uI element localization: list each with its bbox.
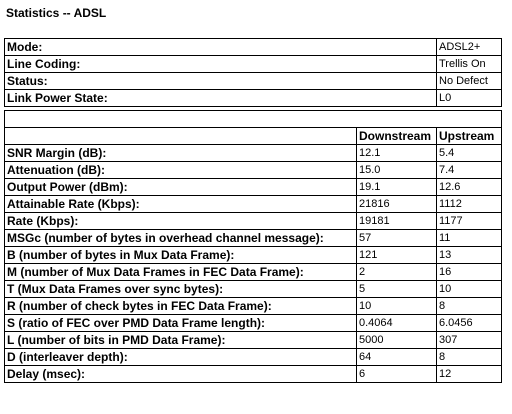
stat-upstream: 6.0456 xyxy=(437,315,502,332)
info-value: No Defect xyxy=(437,73,502,90)
adsl-stats-table xyxy=(4,110,502,383)
stats-row-l xyxy=(5,332,502,349)
header-empty-cell xyxy=(5,128,357,145)
line-info-table xyxy=(4,38,502,107)
stat-upstream: 16 xyxy=(437,264,502,281)
stat-upstream: 12 xyxy=(437,366,502,383)
stats-row-attainable-rate xyxy=(5,196,502,213)
stat-label: Attenuation (dB): xyxy=(5,162,357,179)
stat-upstream: 5.4 xyxy=(437,145,502,162)
stat-label: R (number of check bytes in FEC Data Frame): xyxy=(5,298,357,315)
stats-row-rate xyxy=(5,213,502,230)
stat-upstream: 1112 xyxy=(437,196,502,213)
stat-label: MSGc (number of bytes in overhead channel message): xyxy=(5,230,357,247)
stats-row-output-power xyxy=(5,179,502,196)
stat-downstream: 121 xyxy=(357,247,437,264)
stat-label: T (Mux Data Frames over sync bytes): xyxy=(5,281,357,298)
stat-upstream: 11 xyxy=(437,230,502,247)
stat-label: Attainable Rate (Kbps): xyxy=(5,196,357,213)
stat-downstream: 19181 xyxy=(357,213,437,230)
stats-row-delay xyxy=(5,366,502,383)
info-value: ADSL2+ xyxy=(437,39,502,56)
stat-label: SNR Margin (dB): xyxy=(5,145,357,162)
info-row-line-coding xyxy=(5,56,502,73)
stat-downstream: 57 xyxy=(357,230,437,247)
stat-label: Rate (Kbps): xyxy=(5,213,357,230)
stat-downstream: 2 xyxy=(357,264,437,281)
stat-label: Output Power (dBm): xyxy=(5,179,357,196)
stat-downstream: 12.1 xyxy=(357,145,437,162)
stat-label: B (number of bytes in Mux Data Frame): xyxy=(5,247,357,264)
blank-cell xyxy=(5,111,502,128)
stat-upstream: 8 xyxy=(437,349,502,366)
page-title: Statistics -- ADSL xyxy=(6,6,107,20)
stat-upstream: 307 xyxy=(437,332,502,349)
stat-downstream: 6 xyxy=(357,366,437,383)
stat-upstream: 10 xyxy=(437,281,502,298)
stats-row-attenuation xyxy=(5,162,502,179)
info-label: Link Power State: xyxy=(5,90,437,107)
header-row xyxy=(5,128,502,145)
stat-downstream: 64 xyxy=(357,349,437,366)
blank-row xyxy=(5,111,502,128)
stat-label: D (interleaver depth): xyxy=(5,349,357,366)
stat-downstream: 5 xyxy=(357,281,437,298)
stat-downstream: 0.4064 xyxy=(357,315,437,332)
info-value: L0 xyxy=(437,90,502,107)
info-row-status xyxy=(5,73,502,90)
stat-upstream: 1177 xyxy=(437,213,502,230)
info-label: Status: xyxy=(5,73,437,90)
stat-label: Delay (msec): xyxy=(5,366,357,383)
header-downstream: Downstream xyxy=(357,128,437,145)
info-row-link-power-state xyxy=(5,90,502,107)
info-label: Mode: xyxy=(5,39,437,56)
stats-row-b xyxy=(5,247,502,264)
stats-row-d xyxy=(5,349,502,366)
header-upstream: Upstream xyxy=(437,128,502,145)
info-value: Trellis On xyxy=(437,56,502,73)
stat-label: M (number of Mux Data Frames in FEC Data Frame): xyxy=(5,264,357,281)
info-row-mode xyxy=(5,39,502,56)
stat-downstream: 19.1 xyxy=(357,179,437,196)
stat-downstream: 5000 xyxy=(357,332,437,349)
stat-label: L (number of bits in PMD Data Frame): xyxy=(5,332,357,349)
stats-row-m xyxy=(5,264,502,281)
stat-downstream: 10 xyxy=(357,298,437,315)
info-label: Line Coding: xyxy=(5,56,437,73)
stat-label: S (ratio of FEC over PMD Data Frame length): xyxy=(5,315,357,332)
stat-downstream: 15.0 xyxy=(357,162,437,179)
stats-row-msgc xyxy=(5,230,502,247)
stat-upstream: 12.6 xyxy=(437,179,502,196)
stat-downstream: 21816 xyxy=(357,196,437,213)
stats-row-s xyxy=(5,315,502,332)
stat-upstream: 8 xyxy=(437,298,502,315)
stat-upstream: 13 xyxy=(437,247,502,264)
stats-row-r xyxy=(5,298,502,315)
stats-row-t xyxy=(5,281,502,298)
stats-row-snr-margin xyxy=(5,145,502,162)
stat-upstream: 7.4 xyxy=(437,162,502,179)
